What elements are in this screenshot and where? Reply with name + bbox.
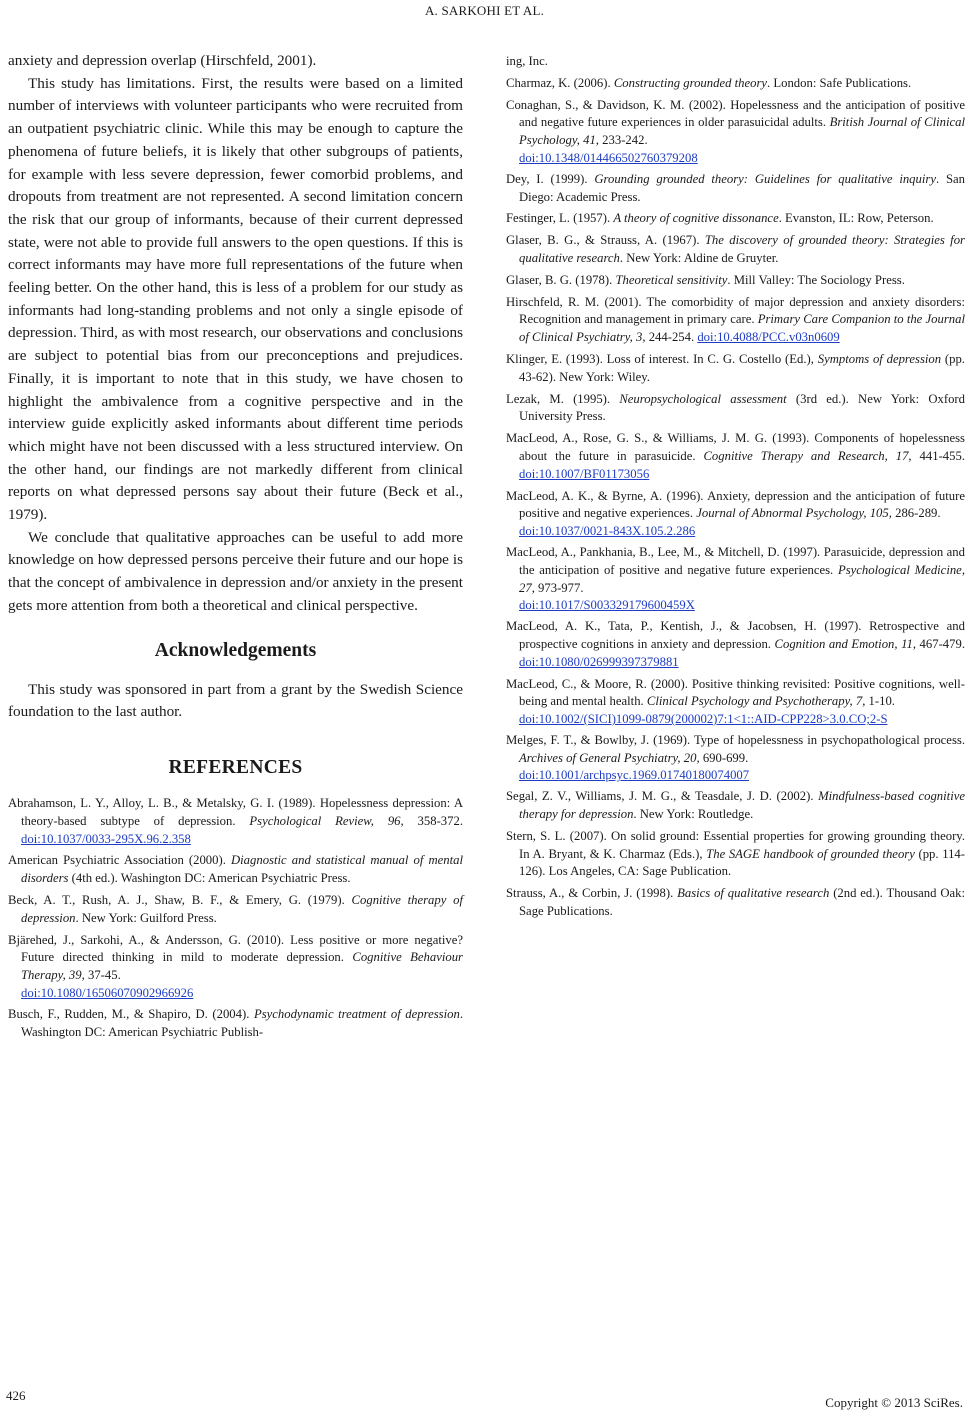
reference-text: Bjärehed, J., Sarkohi, A., & Andersson, G. (2010). Less positive or more negative? Future directed thinking in mild to moderate depression.	[8, 932, 463, 965]
doi-link[interactable]: doi:10.1001/archpsyc.1969.01740180074007	[519, 768, 750, 783]
reference-text: . New York: Guilford Press.	[75, 910, 217, 925]
doi-line	[519, 711, 965, 729]
reference-entry	[506, 732, 965, 785]
reference-text: Beck, A. T., Rush, A. J., Shaw, B. F., & Emery, G. (1979).	[8, 892, 352, 907]
reference-text: MacLeod, A. K., Tata, P., Kentish, J., & Jacobsen, H. (1997). Retrospective and prospective cognitions in anxiety and depression.	[506, 619, 965, 651]
reference-source-title: Cognitive Therapy and Research, 17,	[703, 448, 912, 463]
doi-link[interactable]: doi:10.1007/BF01173056	[519, 466, 650, 481]
reference-source-title: Primary Care Companion to the Journal of Clinical Psychiatry, 3,	[519, 312, 965, 345]
right-column	[506, 53, 965, 925]
doi-link[interactable]: doi:10.1080/026999397379881	[519, 654, 679, 669]
reference-source-title: Psychodynamic treatment of depression	[253, 1006, 460, 1021]
reference-entry	[506, 53, 965, 71]
doi-line	[519, 767, 965, 785]
doi-link[interactable]: doi:10.1080/16506070902966926	[21, 985, 194, 1000]
reference-entry	[506, 430, 965, 483]
reference-entry	[8, 892, 463, 928]
reference-entry	[506, 210, 965, 228]
reference-text: Charmaz, K. (2006).	[506, 75, 614, 90]
reference-entry	[8, 795, 463, 848]
body-paragraph: We conclude that qualitative approaches can be useful to add more knowledge on how depressed persons perceive their future and our hope is that the concept of ambivalence in depression and/or anxiety in the present gets more attention from both a theoretical and clinical perspective.	[8, 528, 463, 614]
reference-text: . San Diego: Academic Press.	[519, 171, 965, 204]
reference-text: Glaser, B. G. (1978).	[506, 272, 616, 287]
reference-text: . Washington DC: American Psychiatric Publish-	[21, 1006, 463, 1039]
reference-entry	[506, 75, 965, 93]
reference-entry	[506, 544, 965, 615]
reference-source-title: Neuropsychological assessment	[619, 391, 787, 406]
reference-text: 286-289.	[891, 506, 941, 521]
reference-entry	[506, 351, 965, 387]
doi-link[interactable]: doi:10.1037/0033-295X.96.2.358	[21, 831, 191, 846]
reference-source-title: A theory of cognitive dissonance	[613, 211, 779, 226]
doi-link[interactable]: doi:10.1002/(SICI)1099-0879(200002)7:1<1::AID-CPP228>3.0.CO;2-S	[519, 712, 888, 727]
reference-source-title: Diagnostic and statistical manual of mental disorders	[21, 853, 463, 886]
reference-source-title: British Journal of Clinical Psychology, 41,	[519, 115, 965, 148]
reference-list-right	[506, 53, 965, 921]
reference-entry	[506, 788, 965, 824]
reference-text: (pp. 43-62). New York: Wiley.	[519, 351, 965, 384]
reference-entry	[506, 488, 965, 541]
page-number: 426	[6, 1388, 26, 1403]
body-paragraph: anxiety and depression overlap (Hirschfeld, 2001).	[8, 52, 317, 69]
reference-text: American Psychiatric Association (2000).	[8, 853, 231, 868]
reference-entry	[506, 272, 965, 290]
reference-source-title: Archives of General Psychiatry, 20,	[519, 750, 700, 765]
doi-link[interactable]: doi:10.1037/0021-843X.105.2.286	[519, 524, 696, 539]
reference-entry	[506, 828, 965, 881]
reference-text: Abrahamson, L. Y., Alloy, L. B., & Metalsky, G. I. (1989). Hopelessness depression: A theory-based subtype of depression.	[8, 795, 463, 828]
reference-text: 441-455.	[911, 448, 966, 463]
reference-text: Busch, F., Rudden, M., & Shapiro, D. (2004).	[8, 1006, 254, 1021]
reference-text: . London: Safe Publications.	[767, 75, 912, 90]
left-column	[8, 50, 463, 1045]
reference-text: 233-242.	[598, 133, 648, 148]
reference-text: (3rd ed.). New York: Oxford University Press.	[519, 391, 965, 424]
reference-source-title: Cognitive therapy of depression	[21, 892, 463, 925]
reference-text: MacLeod, A. K., & Byrne, A. (1996). Anxiety, depression and the anticipation of future positive and negative experiences.	[506, 488, 965, 521]
reference-entry	[506, 391, 965, 427]
doi-link[interactable]: doi:10.4088/PCC.v03n0609	[697, 330, 840, 345]
reference-text: 358-372.	[403, 813, 463, 828]
reference-text: Lezak, M. (1995).	[506, 391, 620, 406]
doi-line	[21, 985, 463, 1003]
reference-entry	[8, 1006, 463, 1042]
reference-source-title: Clinical Psychology and Psychotherapy, 7,	[646, 694, 866, 709]
reference-text: MacLeod, A., Rose, G. S., & Williams, J. M. G. (1993). Components of hopelessness about the future in parasuicide.	[506, 431, 965, 463]
doi-link[interactable]: doi:10.1348/014466502760379208	[519, 150, 698, 165]
reference-text: (2nd ed.). Thousand Oak: Sage Publications.	[519, 886, 965, 919]
reference-text: MacLeod, A., Pankhania, B., Lee, M., & Mitchell, D. (1997). Parasuicide, depression and the anticipation of positive and negative future experiences.	[506, 544, 965, 577]
reference-source-title: Constructing grounded theory	[613, 75, 768, 90]
reference-entry	[506, 676, 965, 729]
reference-text: MacLeod, C., & Moore, R. (2000). Positive thinking revisited: Positive cognitions, well-being and mental health.	[506, 676, 965, 709]
reference-entry	[8, 932, 463, 1003]
reference-entry	[506, 294, 965, 347]
reference-entry	[8, 852, 463, 888]
reference-text: Hirschfeld, R. M. (2001). The comorbidity of major depression and anxiety disorders: Recognition and management in primary care.	[506, 294, 965, 327]
reference-list-left	[8, 795, 463, 1041]
reference-text: 37-45.	[84, 968, 121, 983]
reference-text: Stern, S. L. (2007). On solid ground: Essential properties for growing grounding theory. In A. Bryant, & K. Charmaz (Eds.),	[506, 828, 965, 861]
reference-text: (pp. 114-126). Los Angeles, CA: Sage Publication.	[519, 846, 965, 879]
reference-text: 973-977.	[534, 580, 584, 595]
reference-entry	[506, 232, 965, 268]
reference-text: . Mill Valley: The Sociology Press.	[727, 272, 905, 287]
reference-source-title: Grounding grounded theory: Guidelines for qualitative inquiry	[594, 171, 936, 186]
doi-line	[519, 597, 965, 615]
reference-source-title: Cognitive Behaviour Therapy, 39,	[21, 950, 463, 983]
reference-text: ing, Inc.	[506, 54, 548, 68]
reference-source-title: The discovery of grounded theory: Strategies for qualitative research	[519, 233, 965, 265]
reference-source-title: Journal of Abnormal Psychology, 105,	[696, 506, 892, 521]
reference-text: 690-699.	[699, 750, 749, 765]
reference-text: . New York: Routledge.	[633, 807, 754, 822]
reference-source-title: Cognition and Emotion, 11,	[774, 636, 917, 651]
reference-entry	[506, 885, 965, 921]
reference-text: (4th ed.). Washington DC: American Psychiatric Press.	[68, 871, 351, 886]
reference-text: 467-479.	[916, 636, 966, 651]
reference-source-title: Basics of qualitative research	[677, 886, 830, 901]
reference-text: . New York: Aldine de Gruyter.	[619, 250, 779, 265]
reference-entry	[506, 171, 965, 207]
reference-text: 1-10.	[865, 694, 895, 709]
acknowledgements-heading: Acknowledgements	[154, 639, 317, 661]
reference-text: Glaser, B. G., & Strauss, A. (1967).	[506, 233, 705, 248]
reference-text: Klinger, E. (1993). Loss of interest. In C. G. Costello (Ed.),	[506, 351, 818, 366]
reference-text: . Evanston, IL: Row, Peterson.	[778, 211, 934, 226]
reference-text: Segal, Z. V., Williams, J. M. G., & Teasdale, J. D. (2002).	[506, 789, 819, 804]
reference-source-title: Symptoms of depression	[817, 351, 942, 366]
copyright-notice: Copyright © 2013 SciRes.	[825, 1395, 963, 1410]
reference-entry	[506, 618, 965, 671]
running-header: A. SARKOHI ET AL.	[424, 3, 545, 18]
reference-entry	[506, 97, 965, 168]
reference-source-title: Psychological Medicine, 27,	[519, 562, 965, 595]
doi-line	[519, 150, 965, 168]
references-heading: REFERENCES	[168, 756, 303, 778]
reference-text: Dey, I. (1999).	[506, 171, 595, 186]
reference-text: 244-254.	[645, 330, 698, 345]
reference-text: Festinger, L. (1957).	[506, 211, 614, 226]
reference-text: Conaghan, S., & Davidson, K. M. (2002). Hopelessness and the anticipation of positive and negative future experiences in older parasuicidal adults.	[506, 97, 965, 130]
reference-text: Strauss, A., & Corbin, J. (1998).	[506, 886, 678, 901]
reference-source-title: The SAGE handbook of grounded theory	[706, 846, 915, 861]
reference-text: Melges, F. T., & Bowlby, J. (1969). Type of hopelessness in psychopathological process.	[506, 732, 965, 747]
doi-link[interactable]: doi:10.1017/S003329179600459X	[519, 598, 695, 613]
reference-source-title: Mindfulness-based cognitive therapy for depression	[519, 789, 965, 822]
doi-line	[519, 523, 965, 541]
body-paragraph: This study has limitations. First, the results were based on a limited number of interviews with volunteer participants who were recruited from an outpatient psychiatric clinic. While this may be enough to capture the phenomena of future beliefs, it is likely that other subgroups of patients, for example with less severe depression, fewer comorbid problems, and dropouts from treatment are not represented. A second limitation concern the risk that our group of informants, because of their current depressed state, were not able to provide full answers to the open questions. If this is correct informants may have more full representations of the future when feeling better. On the other hand, this is less of a problem for our study as informants had long-standing problems and not only a single episode of depression. Third, as with most research, our observations and conclusions are subject to potential bias from our preconceptions and prejudices. Finally, it is important to note that in this study, we have chosen to highlight the ambivalence from a cognitive perspective and in the interview guide explicitly asked informants about different time periods which might have not been discussed with a less structured interview. On the other hand, our findings are not markedly different from clinical reports on what depressed persons say about their future (Beck et al., 1979).	[8, 74, 463, 524]
reference-source-title: Psychological Review, 96,	[249, 813, 404, 828]
reference-source-title: Theoretical sensitivity	[615, 272, 728, 287]
acknowledgements-text: This study was sponsored in part from a grant by the Swedish Science foundation to the last author.	[8, 680, 463, 721]
